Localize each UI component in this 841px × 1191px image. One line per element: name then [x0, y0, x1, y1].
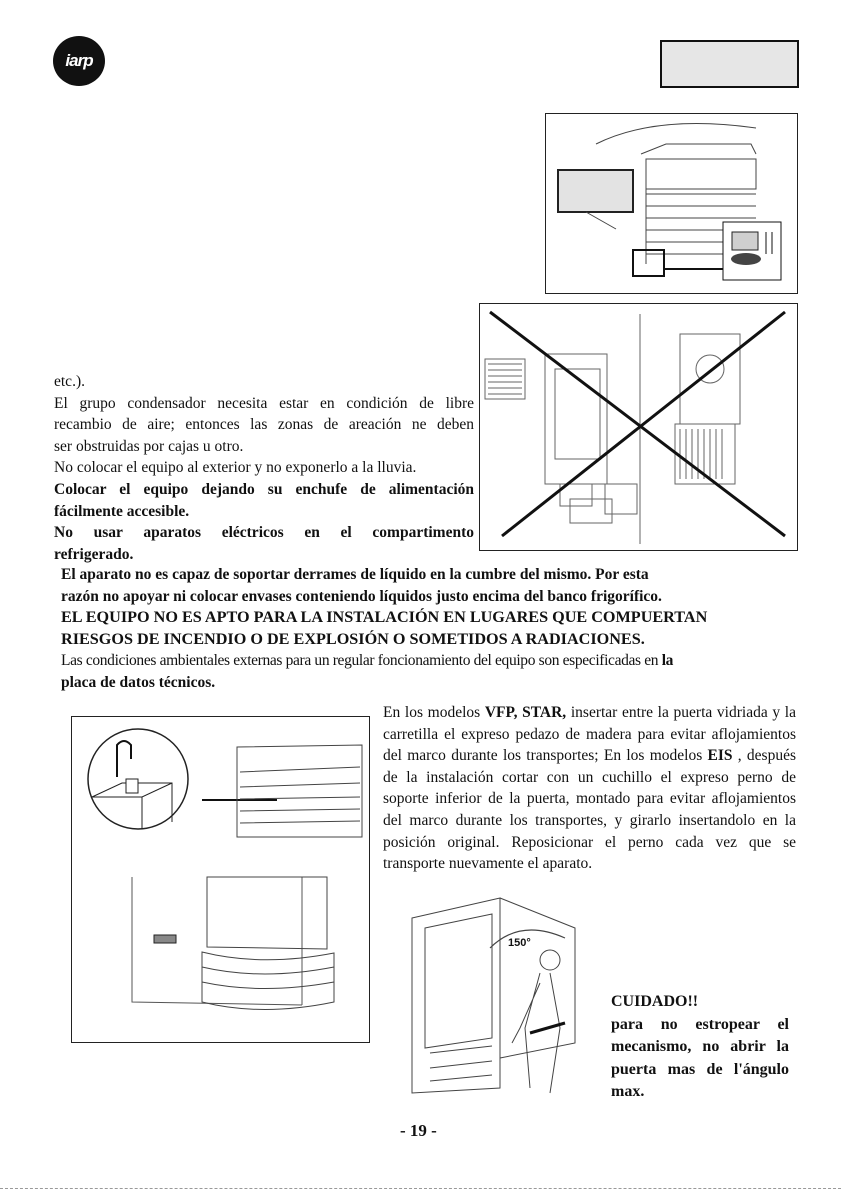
text-line: recambio de aire; entonces las zonas de areación ne deben: [54, 416, 474, 434]
text-line-bold: Colocar el equipo dejando su enchufe de alimentación: [54, 480, 474, 498]
caution-note: [611, 991, 789, 1104]
caution-title: CUIDADO!!: [611, 993, 699, 1010]
text-line: No colocar el equipo al exterior y no exponerlo a la lluvia.: [54, 459, 417, 477]
models-paragraph: En los modelos VFP, STAR, insertar entre la puerta vidriada y la carretilla el expreso pedazo de madera para evitar aflojamientos del marco durante los transportes; En los modelos EIS , después de la instalación cortar con un cuchillo el expreso perno de soporte inferior de la puerta, montado para evitar aflojamientos del marco durante los transportes, y girarlo insertandolo en la posición original. Reposicionar el perno cada vez que se transporte nuevamente el aparato.: [383, 704, 796, 873]
bottom-divider: [0, 1188, 841, 1189]
ambient-conditions: Las condiciones ambientales externas para un regular foncionamiento del equipo son especificadas en la: [61, 652, 674, 670]
angle-label: 150°: [508, 937, 531, 949]
ambient-conditions-bold: placa de datos técnicos.: [61, 673, 216, 691]
figure-door-opening: [400, 888, 600, 1102]
text-line-bold: No usar aparatos eléctricos en el compartimento: [54, 524, 474, 542]
header-label-box: [660, 40, 799, 88]
figure-transport-block: [71, 716, 370, 1043]
page-number: - 19 -: [400, 1121, 437, 1140]
text-line: ser obstruidas por cajas u otro.: [54, 437, 244, 455]
figure-leveling-feet: [545, 113, 798, 294]
text-line: El grupo condensador necesita estar en condición de libre: [54, 394, 474, 412]
iarp-logo: iarp: [53, 36, 105, 86]
warning-caps-line: RIESGOS DE INCENDIO O DE EXPLOSIÓN O SOMETIDOS A RADIACIONES.: [61, 629, 645, 648]
section-b-text: [61, 564, 797, 694]
text-line: etc.).: [54, 373, 85, 390]
warning-caps-line: EL EQUIPO NO ES APTO PARA LA INSTALACIÓN EN LUGARES QUE COMPUERTAN: [61, 608, 708, 627]
text-line-bold: razón no apoyar ni colocar envases conteniendo líquidos justo encima del banco frigorífico.: [61, 587, 662, 605]
section-a-text: [54, 371, 474, 565]
text-line-bold: El aparato no es capaz de soportar derrames de líquido en la cumbre del mismo. Por esta: [61, 566, 649, 583]
section-c-text: [383, 702, 796, 875]
figure-wrong-placement: [479, 303, 798, 551]
caution-body: para no estropear el mecanismo, no abrir la puerta mas de l'ángulo max.: [611, 1015, 789, 1100]
text-line-bold: fácilmente accesible.: [54, 502, 190, 520]
text-line-bold: refrigerado.: [54, 545, 134, 563]
